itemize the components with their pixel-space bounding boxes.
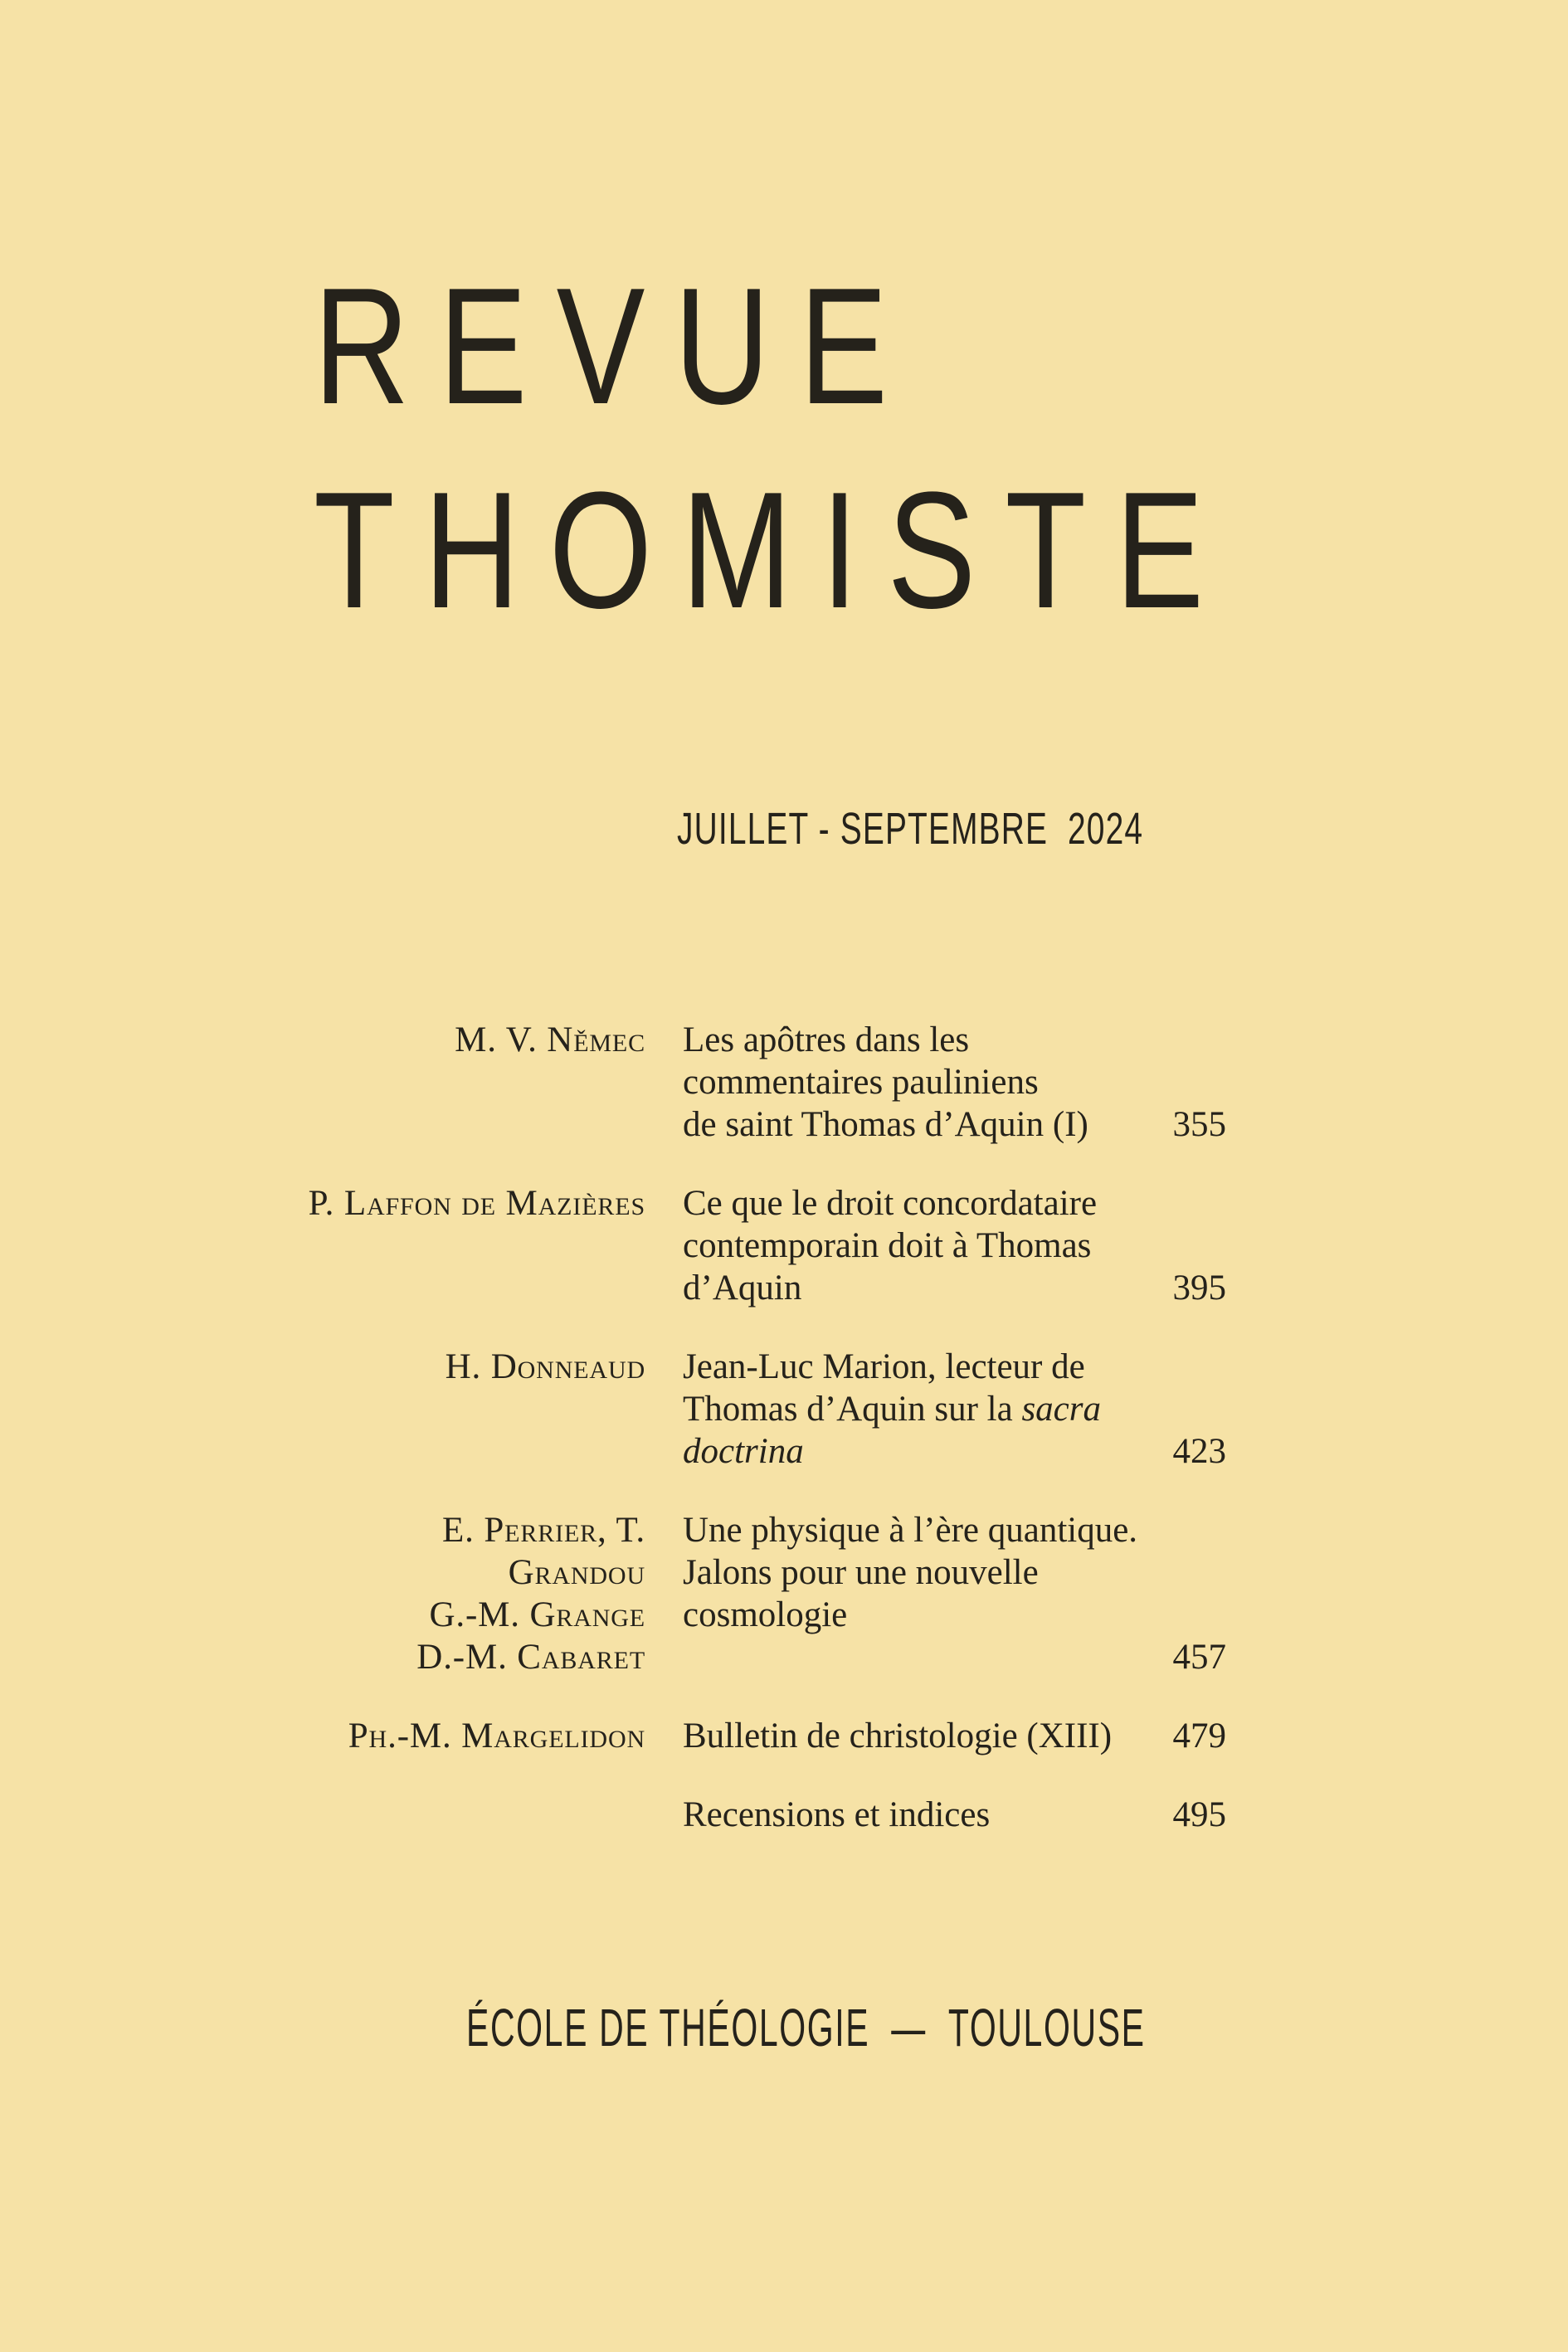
author-name: E. Perrier, T. Grandou <box>442 1511 645 1592</box>
author-name: P. Laffon de Mazières <box>308 1184 645 1223</box>
article-title <box>683 1509 1156 1678</box>
page-number: 395 <box>1172 1269 1226 1307</box>
article-title <box>683 1346 1156 1473</box>
article-title-segment: Une physique à l’ère quantique. <box>683 1511 1138 1550</box>
article-title <box>683 1715 1156 1757</box>
article-title-line <box>683 1594 1156 1636</box>
article-title-line <box>683 1388 1156 1430</box>
article-title-line <box>683 1019 1156 1061</box>
article-title-segment: Ce que le droit concordataire <box>683 1184 1098 1223</box>
article-title-segment: Jean-Luc Marion, lecteur de <box>683 1347 1085 1386</box>
article-title-italic-segment: doctrina <box>683 1432 804 1471</box>
author-names <box>297 1509 645 1678</box>
toc-entry <box>297 1794 1226 1836</box>
article-title-line <box>683 1794 1156 1836</box>
article-title-line <box>683 1430 1156 1473</box>
page-number: 355 <box>1172 1105 1226 1144</box>
article-title-line <box>683 1061 1156 1103</box>
author-name: D.-M. Cabaret <box>416 1638 645 1677</box>
author-names <box>297 1346 645 1473</box>
article-title-line <box>683 1346 1156 1388</box>
toc-entry <box>297 1346 1226 1473</box>
toc-entry <box>297 1509 1226 1678</box>
author-name: Ph.-M. Margelidon <box>348 1717 645 1755</box>
toc-entry <box>297 1182 1226 1309</box>
toc-entry <box>297 1019 1226 1146</box>
article-title-line <box>683 1182 1156 1225</box>
article-title-segment: Recensions et indices <box>683 1795 991 1834</box>
journal-title-line-2: THOMISTE <box>314 458 1234 643</box>
article-title <box>683 1019 1156 1146</box>
article-title-segment: cosmologie <box>683 1595 848 1634</box>
article-title-segment: contemporain doit à Thomas <box>683 1226 1092 1265</box>
article-title-line <box>683 1509 1156 1551</box>
page-number: 479 <box>1172 1717 1226 1755</box>
page-number: 423 <box>1172 1432 1226 1471</box>
article-title-line <box>683 1267 1156 1309</box>
article-title-line <box>683 1225 1156 1267</box>
article-title-segment: Les apôtres dans les <box>683 1020 970 1059</box>
article-title-segment: commentaires pauliniens <box>683 1063 1039 1102</box>
toc <box>297 1019 1226 1836</box>
toc-entry <box>297 1715 1226 1757</box>
issue-date: JUILLET - SEPTEMBRE 2024 <box>677 804 1144 854</box>
page-number: 457 <box>1172 1638 1226 1677</box>
author-names <box>297 1182 645 1309</box>
article-title-segment: Bulletin de christologie (XIII) <box>683 1717 1113 1755</box>
article-title-segment: Jalons pour une nouvelle <box>683 1553 1039 1592</box>
article-title-segment: de saint Thomas d’Aquin (I) <box>683 1105 1088 1144</box>
author-name: G.-M. Grange <box>429 1595 645 1634</box>
author-names <box>297 1715 645 1757</box>
author-name: H. Donneaud <box>445 1347 645 1386</box>
article-title-segment: Thomas d’Aquin sur la <box>683 1390 1022 1429</box>
article-title <box>683 1794 1156 1836</box>
article-title-line <box>683 1715 1156 1757</box>
article-title <box>683 1182 1156 1309</box>
masthead <box>314 254 1463 643</box>
author-names <box>297 1794 645 1836</box>
author-names <box>297 1019 645 1146</box>
journal-title-line-1: REVUE <box>314 254 918 439</box>
publisher-imprint: ÉCOLE DE THÉOLOGIE — TOULOUSE <box>466 1998 1146 2057</box>
article-title-line <box>683 1103 1156 1146</box>
article-title-italic-segment: sacra <box>1021 1390 1101 1429</box>
article-title-segment: d’Aquin <box>683 1269 802 1307</box>
author-name: M. V. Němec <box>455 1020 645 1059</box>
article-title-line <box>683 1551 1156 1594</box>
page-number: 495 <box>1172 1795 1226 1834</box>
